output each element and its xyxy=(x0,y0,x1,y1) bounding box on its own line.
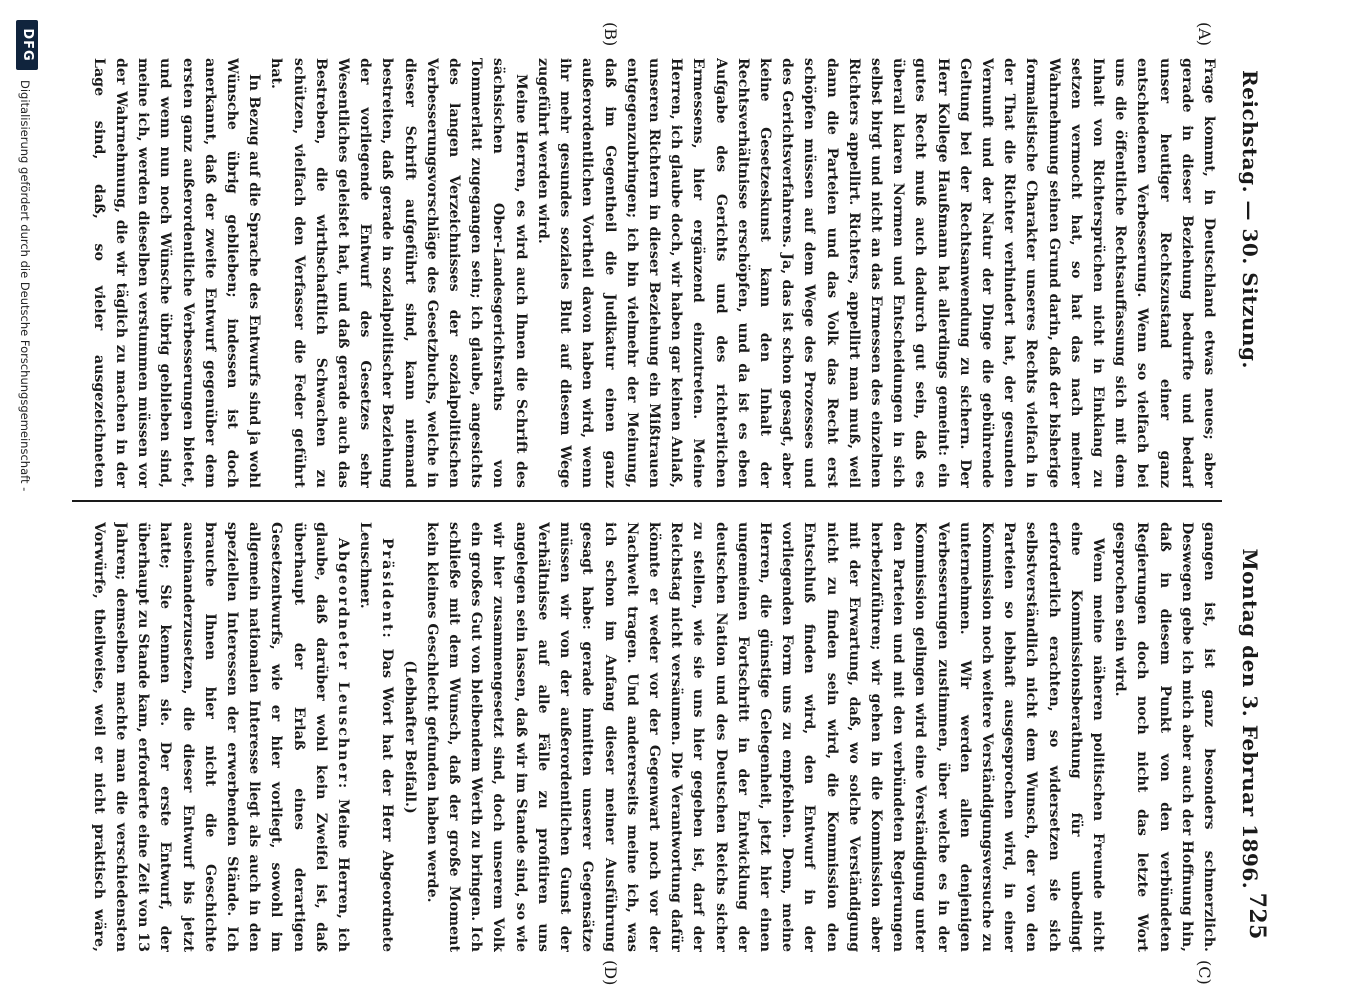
right-paragraph-1: gangen ist, ist ganz besonders schmerzlich. Deswegen gebe ich mich aber auch der Hoffnung hin, daß in diesem Punkt von den verbündeten Regierungen doch noch nicht das letzte Wort gesprochen sein wird. xyxy=(1112,522,1217,952)
left-paragraph-2: Meine Herren, es wird auch Ihnen die Schrift des sächsischen Ober-Landesgerichtsraths von Tommerlatt zugegangen sein; ich glaube, angesichts des langen Verzeichnisses der sozialpolitischen Verbesserungsvorschläge des Gesetzbuchs, welche in dieser Schrift aufgeführt sind, kann niemand bestreiten, daß gerade in sozialpolitischer Beziehung der vorliegende Entwurf des Gesetzes sehr Wesentliches geleistet hat, und daß gerade auch das Bestreben, die wirthschaftlich Schwachen zu schützen, vielfach den Verfasser die Feder geführt hat. xyxy=(268,58,529,488)
left-paragraph-3: In Bezug auf die Sprache des Entwurfs sind ja wohl Wünsche übrig geblieben; indessen ist doch anerkannt, daß der zweite Entwurf gegenüber dem ersten ganz außerordentliche Verbesserungen bietet, und wenn nun noch Wünsche übrig geblieben sind, meine ich, werden dieselben verstummen müssen vor der Wahrnehmung, die wir täglich zu machen in der Lage sind, daß, so vieler ausgezeichneten xyxy=(90,58,263,488)
margin-marker-c: (C) xyxy=(1195,960,1214,985)
left-column xyxy=(90,58,1220,488)
margin-marker-d: (D) xyxy=(601,960,620,986)
right-paragraph-president xyxy=(354,522,398,952)
margin-marker-b: (B) xyxy=(601,22,620,47)
column-divider xyxy=(72,500,1222,502)
digitization-credit: Digitalisierung gefördert durch die Deutsche Forschungsgemeinschaft - xyxy=(18,80,32,492)
header-date: Montag den 3. Februar 1896. xyxy=(1238,548,1262,890)
left-paragraph-1: Frage kommt, in Deutschland etwas neues; aber gerade in dieser Beziehung bedurfte und bedarf unser heutiger Rechtszustand einer ganz entschiedenen Verbesserung. Wenn so vielfach bei uns die öffentliche Rechtsauffassung sich mit dem Inhalt von Richtersprüchen nicht in Einklang zu setzen vermocht hat, so hat das nach meiner Wahrnehmung seinen Grund darin, daß der bisherige formalistische Charakter unseres Rechts vielfach in der That die Richter verhindert hat, der gesunden Vernunft und der Natur der Dinge die gebührende Geltung bei der Rechtsanwendung zu sichern. Der Herr Kollege Haußmann hat allerdings gemeint: ein gutes Recht muß auch dadurch gut sein, daß es überall klaren Normen und Entscheidungen in sich selbst birgt und nicht an das Ermessen des einzelnen Richters appellirt. Richters, appellirt man muß, weil dann die Parteien und das Volk das Recht erst schöpfen müssen auf dem Wege des Prozesses und des Gerichtsverfahrens. Ja, das ist schon gesagt, aber keine Gesetzeskunst kann den Inhalt der Rechtsverhältnisse erschöpfen, und da ist es eben Aufgabe des Gerichts und des richterlichen Ermessens, hier ergänzend einzutreten. Meine Herren, ich glaube doch, wir haben gar keinen Anlaß, unseren Richtern in dieser Beziehung ein Mißtrauen entgegenzubringen; ich bin vielmehr der Meinung, daß im Gegentheil die Judikatur einen ganz außerordentlichen Vortheil davon haben wird, wenn ihr mehr gesundes soziales Blut auf diesem Wege zugeführt werden wird. xyxy=(534,58,1217,488)
leuschner-text: Meine Herren, ich glaube, daß darüber wohl kein Zweifel ist, daß überhaupt der Erlaß eines derartigen Gesetzentwurfs, wie er hier vorliegt, sowohl im allgemein nationalen Interesse liegt als auch in den speziellen Interessen der erwerbenden Stände. Ich brauche Ihnen hier nicht die Geschichte auseinanderzusetzen, die dieser Entwurf bis jetzt hatte; Sie kennen sie. Der erste Entwurf, der überhaupt zu Stande kam, erforderte eine Zeit von 13 Jahren; demselben machte man die verschiedensten Vorwürfe, theilweise, weil er nicht praktisch wäre, xyxy=(90,522,352,952)
page-header xyxy=(1230,70,1270,940)
speaker-leuschner: Abgeordneter Leuschner: xyxy=(335,538,352,791)
president-text: Das Wort hat der Herr Abgeordnete Leuschner. xyxy=(357,522,396,952)
header-left-title: Reichstag. — 30. Sitzung. xyxy=(1238,70,1262,369)
applause-note: (Lebhafter Beifall.) xyxy=(401,660,418,814)
speaker-president: Präsident: xyxy=(379,538,396,640)
right-paragraph-leuschner xyxy=(90,522,354,952)
margin-marker-a: (A) xyxy=(1195,22,1214,47)
right-paragraph-2: Wenn meine näheren politischen Freunde nicht eine Kommissionsberathung für unbedingt erforderlich erachten, so widersetzen sie sich selbstverständlich nicht dem Wunsch, der von den Parteien so lebhaft ausgesprochen wird, in einer Kommission noch weitere Verständigungsversuche zu unternehmen. Wir werden allen denjenigen Verbesserungen zustimmen, über welche es in der Kommission gelingen wird eine Verständigung unter den Parteien und mit den verbündeten Regierungen herbeizuführen; wir gehen in die Kommission aber mit der Erwartung, daß, wo solche Verständigung nicht zu finden sein wird, die Kommission den Entschluß finden wird, den Entwurf in der vorliegenden Form uns zu empfehlen. Denn, meine Herren, die günstige Gelegenheit, jetzt hier einen ungemeinen Fortschritt in der Entwicklung der deutschen Nation und des Deutschen Reichs sicher zu stellen, wie sie uns hier gegeben ist, darf der Reichstag nicht versäumen. Die Verantwortung dafür könnte er weder vor der Gegenwart noch vor der Nachwelt tragen. Und andererseits meine ich, was ich schon im Anfang dieser meiner Ausführung gesagt habe: gerade inmitten unserer Gegensätze müssen wir von der außerordentlichen Gunst der Verhältnisse auf alle Fälle zu profitiren uns angelegen sein lassen, daß wir im Stande sind, so wie wir hier zusammengesetzt sind, doch unserem Volk ein großes Gut von bleibendem Werth zu bringen. Ich schließe mit dem Wunsch, daß der große Moment kein kleines Geschlecht gefunden haben werde. xyxy=(423,522,1106,952)
right-column xyxy=(90,522,1220,952)
page-number: 725 xyxy=(1244,892,1270,940)
dfg-logo: DFG xyxy=(16,20,38,70)
